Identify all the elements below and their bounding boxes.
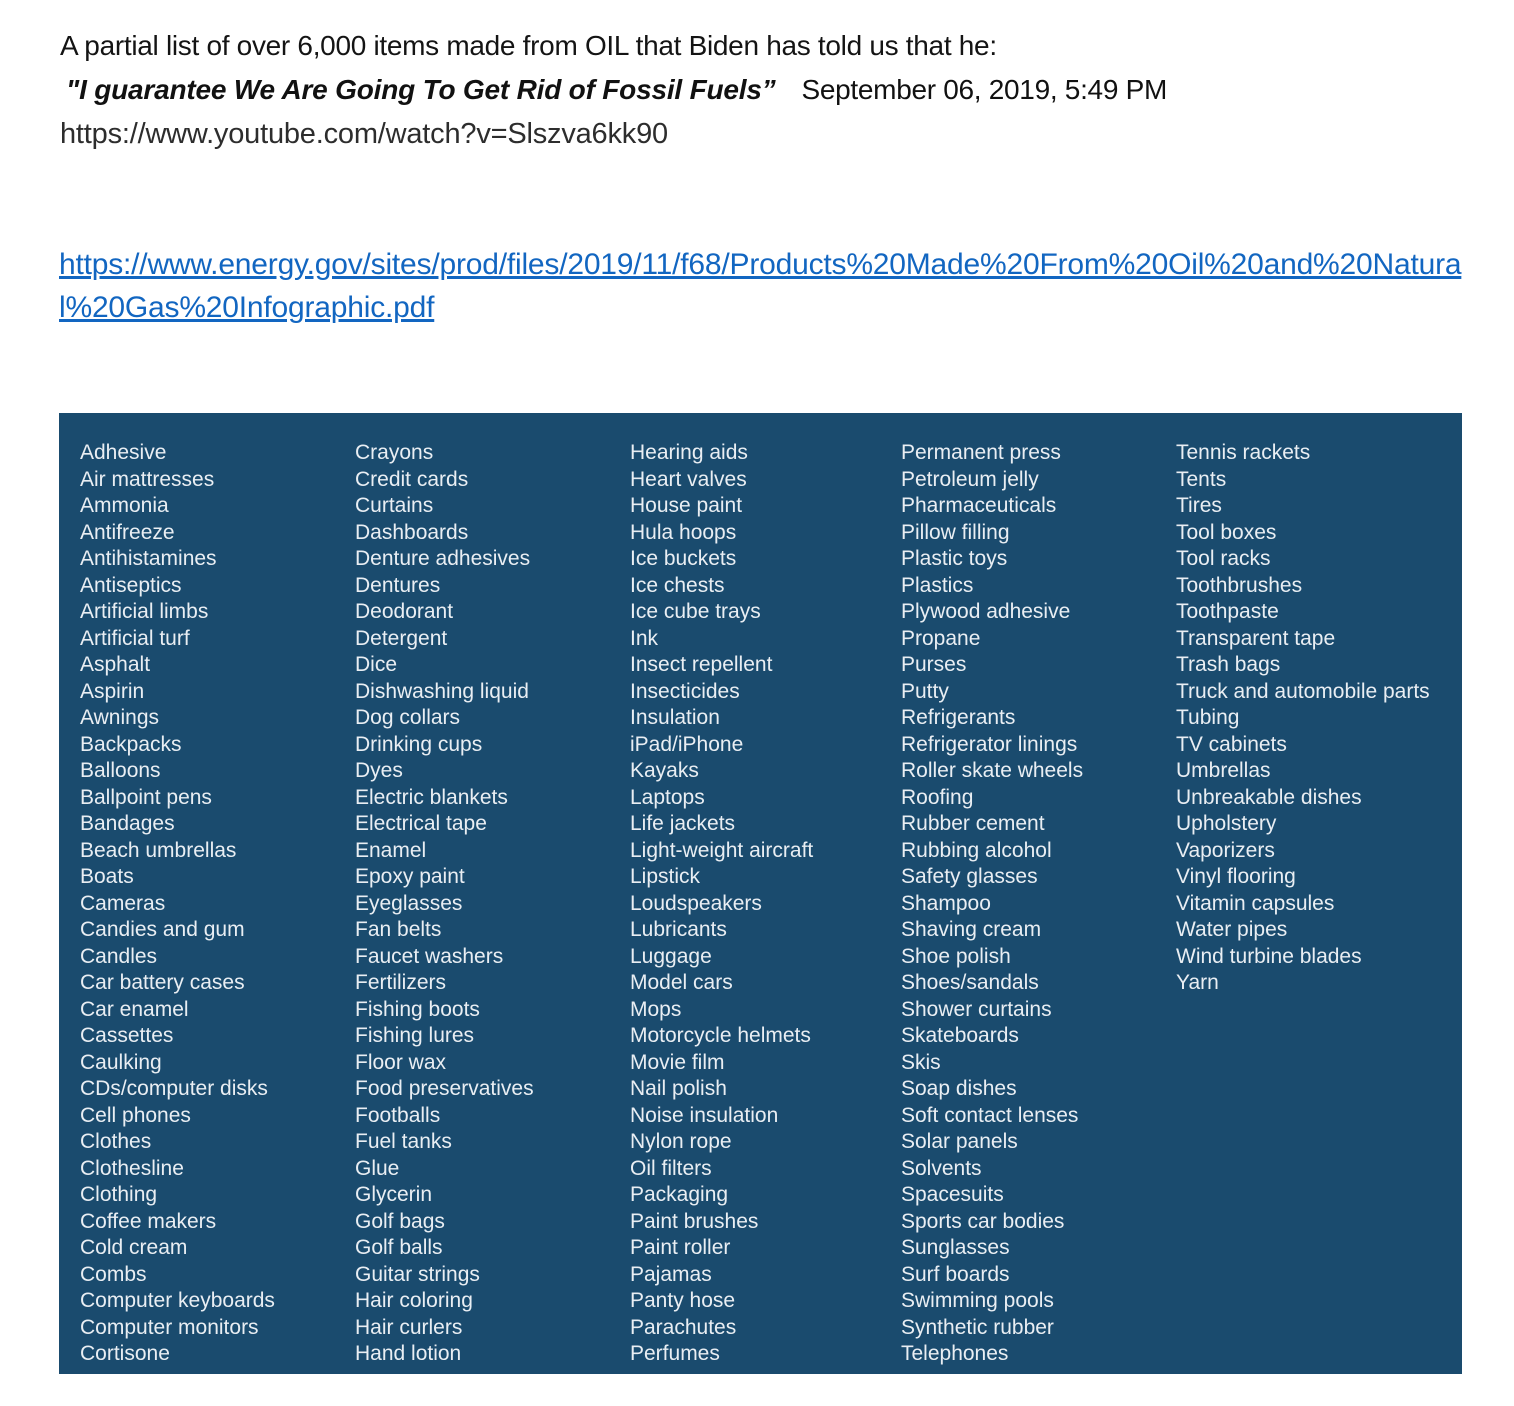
list-item: Fuel tanks <box>355 1130 452 1153</box>
list-item: Upholstery <box>1176 812 1277 835</box>
list-item: Shoes/sandals <box>901 971 1039 994</box>
list-item: Fishing lures <box>355 1024 475 1047</box>
list-item: Hand lotion <box>355 1342 462 1365</box>
list-item: Sports car bodies <box>901 1209 1065 1233</box>
list-item: Computer keyboards <box>80 1289 275 1312</box>
list-item: Surf boards <box>901 1262 1010 1286</box>
list-item: Detergent <box>355 626 448 650</box>
list-item: Transparent tape <box>1176 626 1336 650</box>
list-item: Telephones <box>901 1342 1009 1365</box>
list-item: Computer monitors <box>80 1315 259 1339</box>
list-item: Guitar strings <box>355 1262 480 1286</box>
document-header <box>60 24 1460 156</box>
list-item: iPad/iPhone <box>630 732 744 756</box>
oil-products-panel <box>59 413 1462 1374</box>
list-item: Ammonia <box>80 494 169 517</box>
list-item: Synthetic rubber <box>901 1315 1054 1339</box>
list-item: Rubber cement <box>901 812 1045 835</box>
list-item: Air mattresses <box>80 467 215 491</box>
list-item: Dyes <box>355 759 403 782</box>
product-column-2 <box>355 440 630 1374</box>
list-item: Refrigerator linings <box>901 732 1078 756</box>
list-item: Glycerin <box>355 1183 433 1206</box>
list-item: Antihistamines <box>80 547 217 570</box>
list-item: Bandages <box>80 812 175 835</box>
list-item: Permanent press <box>901 441 1061 464</box>
list-item: Shower curtains <box>901 997 1052 1021</box>
list-item: Motorcycle helmets <box>630 1024 811 1047</box>
list-item: Loudspeakers <box>630 891 762 915</box>
quote-date: September 06, 2019, 5:49 PM <box>801 74 1167 105</box>
list-item: Insecticides <box>630 679 740 703</box>
list-item: Cold cream <box>80 1236 188 1259</box>
list-item: Roller skate wheels <box>901 759 1084 782</box>
list-item: Luggage <box>630 944 712 968</box>
list-item: Insulation <box>630 706 720 729</box>
list-item: Toothbrushes <box>1176 573 1303 597</box>
list-item: Combs <box>80 1262 147 1286</box>
list-item: Hearing aids <box>630 441 748 464</box>
list-item: Tubing <box>1176 706 1240 729</box>
list-item: Wind turbine blades <box>1176 944 1362 968</box>
list-item: Car enamel <box>80 997 189 1021</box>
list-item: Vitamin capsules <box>1176 891 1335 915</box>
list-item: Skateboards <box>901 1024 1019 1047</box>
list-item: Epoxy paint <box>355 865 465 888</box>
list-item: Trash bags <box>1176 653 1281 676</box>
list-item: Tires <box>1176 494 1222 517</box>
list-item: Propane <box>901 626 981 650</box>
list-item: Packaging <box>630 1183 729 1206</box>
product-column-3 <box>630 440 901 1374</box>
list-item: Yarn <box>1176 971 1219 994</box>
list-item: Paint brushes <box>630 1209 759 1233</box>
list-item: Food preservatives <box>355 1077 534 1100</box>
list-item: Water pipes <box>1176 918 1288 941</box>
list-item: Fishing boots <box>355 997 480 1021</box>
list-item: Tool boxes <box>1176 520 1277 544</box>
list-item: Cameras <box>80 891 166 915</box>
list-item: Drinking cups <box>355 732 483 756</box>
list-item: Dog collars <box>355 706 461 729</box>
list-item: Vaporizers <box>1176 838 1275 862</box>
list-item: Umbrellas <box>1176 759 1271 782</box>
list-item: Toothpaste <box>1176 600 1279 623</box>
list-item: Lipstick <box>630 865 701 888</box>
list-item: Awnings <box>80 706 159 729</box>
list-item: Nylon rope <box>630 1130 732 1153</box>
list-item: Candies and gum <box>80 918 245 941</box>
list-item: Soft contact lenses <box>901 1103 1079 1127</box>
list-item: Truck and automobile parts <box>1176 679 1430 703</box>
list-item: Adhesive <box>80 441 167 464</box>
list-item: Model cars <box>630 971 733 994</box>
list-item: Mops <box>630 997 682 1021</box>
list-item: Artificial turf <box>80 626 190 650</box>
list-item: Ice chests <box>630 573 725 597</box>
list-item: Shampoo <box>901 891 991 915</box>
list-item: Ice buckets <box>630 547 737 570</box>
list-item: Glue <box>355 1156 400 1180</box>
product-column-5 <box>1176 440 1462 1374</box>
list-item: Eyeglasses <box>355 891 463 915</box>
energy-gov-link[interactable]: https://www.energy.gov/sites/prod/files/2019/11/f68/Products%20Made%20From%20Oil%20and%20Natural%20Gas%20Infographic.pdf <box>59 248 1462 324</box>
list-item: Plastic toys <box>901 547 1008 570</box>
list-item: Roofing <box>901 785 974 809</box>
list-item: Safety glasses <box>901 865 1038 888</box>
list-item: Perfumes <box>630 1342 720 1365</box>
list-item: Boats <box>80 865 134 888</box>
list-item: Petroleum jelly <box>901 467 1039 491</box>
list-item: Shaving cream <box>901 918 1042 941</box>
list-item: Backpacks <box>80 732 182 756</box>
list-item: Deodorant <box>355 600 454 623</box>
title-line: A partial list of over 6,000 items made from OIL that Biden has told us that he: <box>60 30 997 61</box>
list-item: Ink <box>630 626 659 650</box>
list-item: Golf balls <box>355 1236 443 1259</box>
list-item: Refrigerants <box>901 706 1016 729</box>
quote-line <box>60 68 1460 112</box>
list-item: Ice cube trays <box>630 600 761 623</box>
list-item: Skis <box>901 1050 941 1074</box>
quote-text: "I guarantee We Are Going To Get Rid of Fossil Fuels” <box>66 74 776 105</box>
list-item: Hair curlers <box>355 1315 463 1339</box>
list-item: Electric blankets <box>355 785 508 809</box>
list-item: Pharmaceuticals <box>901 494 1057 517</box>
list-item: Plastics <box>901 573 974 597</box>
list-item: Rubbing alcohol <box>901 838 1052 862</box>
list-item: Pillow filling <box>901 520 1010 544</box>
list-item: House paint <box>630 494 743 517</box>
energy-link-block <box>59 243 1463 329</box>
list-item: Soap dishes <box>901 1077 1017 1100</box>
list-item: Credit cards <box>355 467 469 491</box>
list-item: Shoe polish <box>901 944 1011 968</box>
list-item: Cassettes <box>80 1024 174 1047</box>
list-item: Heart valves <box>630 467 747 491</box>
list-item: Denture adhesives <box>355 547 531 570</box>
list-item: Tool racks <box>1176 547 1271 570</box>
list-item: Unbreakable dishes <box>1176 785 1362 809</box>
list-item: Oil filters <box>630 1156 712 1180</box>
list-item: Crayons <box>355 441 434 464</box>
list-item: Enamel <box>355 838 427 862</box>
list-item: Movie film <box>630 1050 725 1074</box>
product-column-4 <box>901 440 1176 1374</box>
list-item: Dentures <box>355 573 441 597</box>
list-item: Antifreeze <box>80 520 175 544</box>
list-item: Spacesuits <box>901 1183 1004 1206</box>
list-item: Antiseptics <box>80 573 182 597</box>
list-item: Tennis rackets <box>1176 441 1311 464</box>
list-item: Aspirin <box>80 679 145 703</box>
list-item: Nail polish <box>630 1077 727 1100</box>
list-item: Cell phones <box>80 1103 191 1127</box>
list-item: Swimming pools <box>901 1289 1054 1312</box>
list-item: Ballpoint pens <box>80 785 212 809</box>
list-item: Lubricants <box>630 918 727 941</box>
product-column-1 <box>80 440 355 1374</box>
list-item: Kayaks <box>630 759 699 782</box>
list-item: Faucet washers <box>355 944 504 968</box>
list-item: Curtains <box>355 494 434 517</box>
list-item: Electrical tape <box>355 812 487 835</box>
list-item: Laptops <box>630 785 705 809</box>
list-item: Candles <box>80 944 158 968</box>
list-item: Life jackets <box>630 812 736 835</box>
list-item: Dashboards <box>355 520 469 544</box>
list-item: Solvents <box>901 1156 982 1180</box>
list-item: Plywood adhesive <box>901 600 1071 623</box>
list-item: Noise insulation <box>630 1103 779 1127</box>
list-item: Car battery cases <box>80 971 245 994</box>
list-item: Solar panels <box>901 1130 1018 1153</box>
list-item: Sunglasses <box>901 1236 1010 1259</box>
list-item: Putty <box>901 679 949 703</box>
list-item: Insect repellent <box>630 653 773 676</box>
list-item: Parachutes <box>630 1315 737 1339</box>
list-item: Asphalt <box>80 653 151 676</box>
list-item: Paint roller <box>630 1236 731 1259</box>
list-item: Purses <box>901 653 967 676</box>
list-item: Clothes <box>80 1130 152 1153</box>
list-item: Fertilizers <box>355 971 447 994</box>
list-item: Vinyl flooring <box>1176 865 1296 888</box>
list-item: Pajamas <box>630 1262 712 1286</box>
youtube-url: https://www.youtube.com/watch?v=Slszva6kk90 <box>60 118 668 150</box>
list-item: Hair coloring <box>355 1289 473 1312</box>
list-item: TV cabinets <box>1176 732 1287 756</box>
list-item: Golf bags <box>355 1209 445 1233</box>
list-item: Beach umbrellas <box>80 838 237 862</box>
list-item: Caulking <box>80 1050 162 1074</box>
list-item: Artificial limbs <box>80 600 209 623</box>
list-item: Floor wax <box>355 1050 447 1074</box>
list-item: Dishwashing liquid <box>355 679 529 703</box>
list-item: Balloons <box>80 759 161 782</box>
list-item: Fan belts <box>355 918 442 941</box>
list-item: Hula hoops <box>630 520 737 544</box>
list-item: Cortisone <box>80 1342 170 1365</box>
list-item: CDs/computer disks <box>80 1077 268 1100</box>
list-item: Dice <box>355 653 398 676</box>
list-item: Light-weight aircraft <box>630 838 814 862</box>
list-item: Coffee makers <box>80 1209 217 1233</box>
list-item: Clothing <box>80 1183 158 1206</box>
list-item: Tents <box>1176 467 1227 491</box>
list-item: Footballs <box>355 1103 441 1127</box>
list-item: Clothesline <box>80 1156 184 1180</box>
list-item: Panty hose <box>630 1289 736 1312</box>
